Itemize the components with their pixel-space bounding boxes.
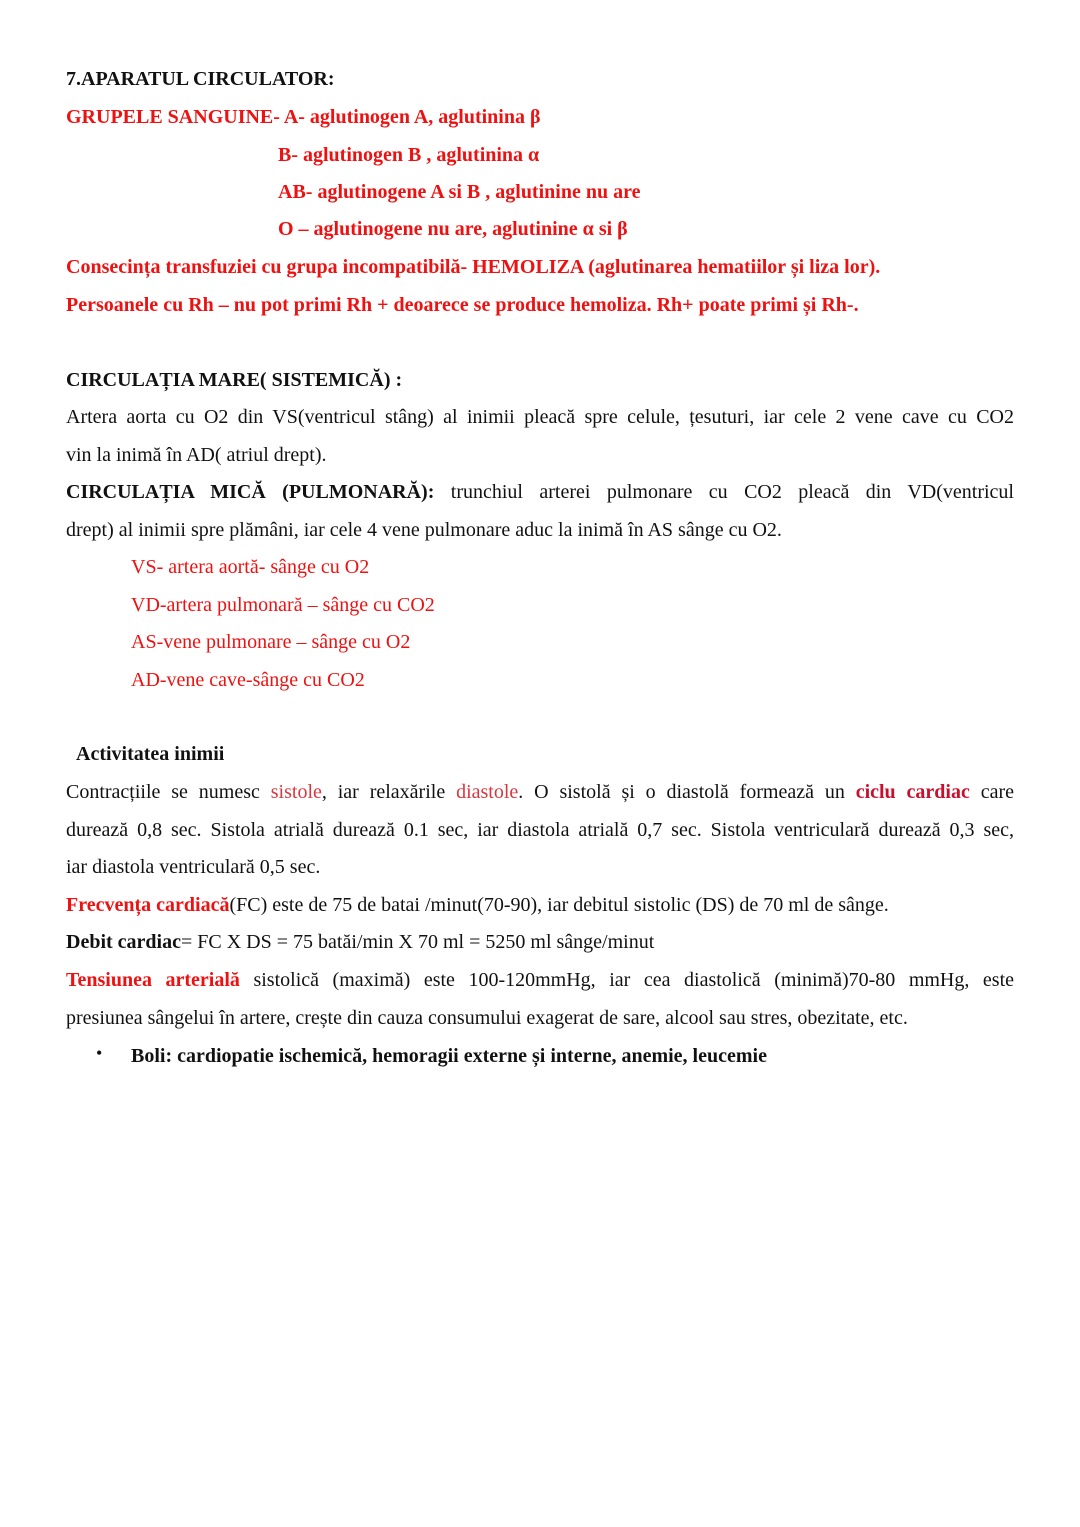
text-segment: VS- artera aortă- sânge cu O2 [131, 556, 370, 578]
text-segment: presiunea sângelui în artere, crește din cauza consumului exagerat de sare, alcool sau stres, obezitate, etc. [66, 1007, 908, 1029]
text-segment: 7.APARATUL CIRCULATOR: [66, 68, 335, 90]
text-line [66, 442, 1014, 468]
text-line [66, 779, 1014, 805]
text-segment: , iar relaxările [321, 781, 457, 803]
text-segment: sistolică (maximă) este 100-120mmHg, iar cea diastolică (minimă)70-80 mmHg, este [239, 969, 1015, 991]
text-segment: . O sistolă și o diastolă formează un [518, 781, 856, 803]
text-segment: Debit cardiac [66, 931, 181, 953]
text-segment: GRUPELE SANGUINE- A- aglutinogen A, aglutinina β [66, 106, 541, 128]
text-line [66, 892, 1014, 918]
text-line [66, 404, 1014, 430]
text-line [66, 479, 1014, 505]
text-segment: ciclu cardiac [855, 781, 970, 803]
text-line [131, 592, 1014, 618]
text-line [66, 929, 1014, 955]
text-segment: diastole [456, 781, 519, 803]
text-segment: VD-artera pulmonară – sânge cu CO2 [131, 594, 435, 616]
text-line [66, 254, 1014, 280]
text-line [66, 517, 1014, 543]
text-line [131, 1043, 1014, 1069]
text-segment: trunchiul arterei pulmonare cu CO2 pleacă din VD(ventricul [434, 481, 1014, 503]
text-line [131, 667, 1014, 693]
text-segment: Frecvența cardiacă [66, 894, 230, 916]
text-segment: Persoanele cu Rh – nu pot primi Rh + deoarece se produce hemoliza. Rh+ poate primi și Rh-. [66, 294, 859, 316]
text-line [66, 854, 1014, 880]
text-line [278, 142, 1014, 168]
text-segment: B- aglutinogen B , aglutinina α [278, 144, 540, 166]
text-segment: Activitatea inimii [76, 743, 225, 765]
text-segment: CIRCULAȚIA MARE( SISTEMICĂ) : [66, 369, 403, 391]
text-segment: CIRCULAȚIA MICĂ (PULMONARĂ): [66, 481, 435, 503]
text-line [66, 292, 1014, 318]
text-segment: AB- aglutinogene A si B , aglutinine nu are [278, 181, 641, 203]
text-segment: AD-vene cave-sânge cu CO2 [131, 669, 365, 691]
bullet-icon: • [96, 1043, 103, 1063]
text-line [66, 967, 1014, 993]
text-line [66, 66, 1014, 92]
text-line [66, 817, 1014, 843]
text-line [131, 554, 1014, 580]
text-line [66, 104, 1014, 130]
text-line [66, 1005, 1014, 1031]
text-segment: (FC) este de 75 de batai /minut(70-90), iar debitul sistolic (DS) de 70 ml de sânge. [229, 894, 889, 916]
text-segment: drept) al inimii spre plămâni, iar cele 4 vene pulmonare aduc la inimă în AS sânge cu O2. [66, 519, 782, 541]
text-segment: O – aglutinogene nu are, aglutinine α si β [278, 218, 628, 240]
text-line [66, 367, 1014, 393]
text-segment: Consecința transfuziei cu grupa incompatibilă- HEMOLIZA (aglutinarea hematiilor și liza lor). [66, 256, 881, 278]
text-segment: sistole [270, 781, 322, 803]
text-line [278, 179, 1014, 205]
text-segment: Tensiunea arterială [66, 969, 240, 991]
text-segment: AS-vene pulmonare – sânge cu O2 [131, 631, 411, 653]
text-segment: care [969, 781, 1015, 803]
text-segment: = FC X DS = 75 batăi/min X 70 ml = 5250 ml sânge/minut [180, 931, 655, 953]
text-line [131, 629, 1014, 655]
text-segment: Contracțiile se numesc [66, 781, 271, 803]
text-line [76, 741, 1014, 767]
text-segment: durează 0,8 sec. Sistola atrială durează 0.1 sec, iar diastola atrială 0,7 sec. Sistola ventriculară durează 0,3 sec, [66, 819, 1014, 841]
text-segment: Boli: cardiopatie ischemică, hemoragii externe și interne, anemie, leucemie [131, 1045, 767, 1067]
text-segment: Artera aorta cu O2 din VS(ventricul stâng) al inimii pleacă spre celule, țesuturi, iar cele 2 vene cave cu CO2 [66, 406, 1014, 428]
text-segment: iar diastola ventriculară 0,5 sec. [66, 856, 321, 878]
text-segment: vin la inimă în AD( atriul drept). [66, 444, 327, 466]
text-line [278, 216, 1014, 242]
